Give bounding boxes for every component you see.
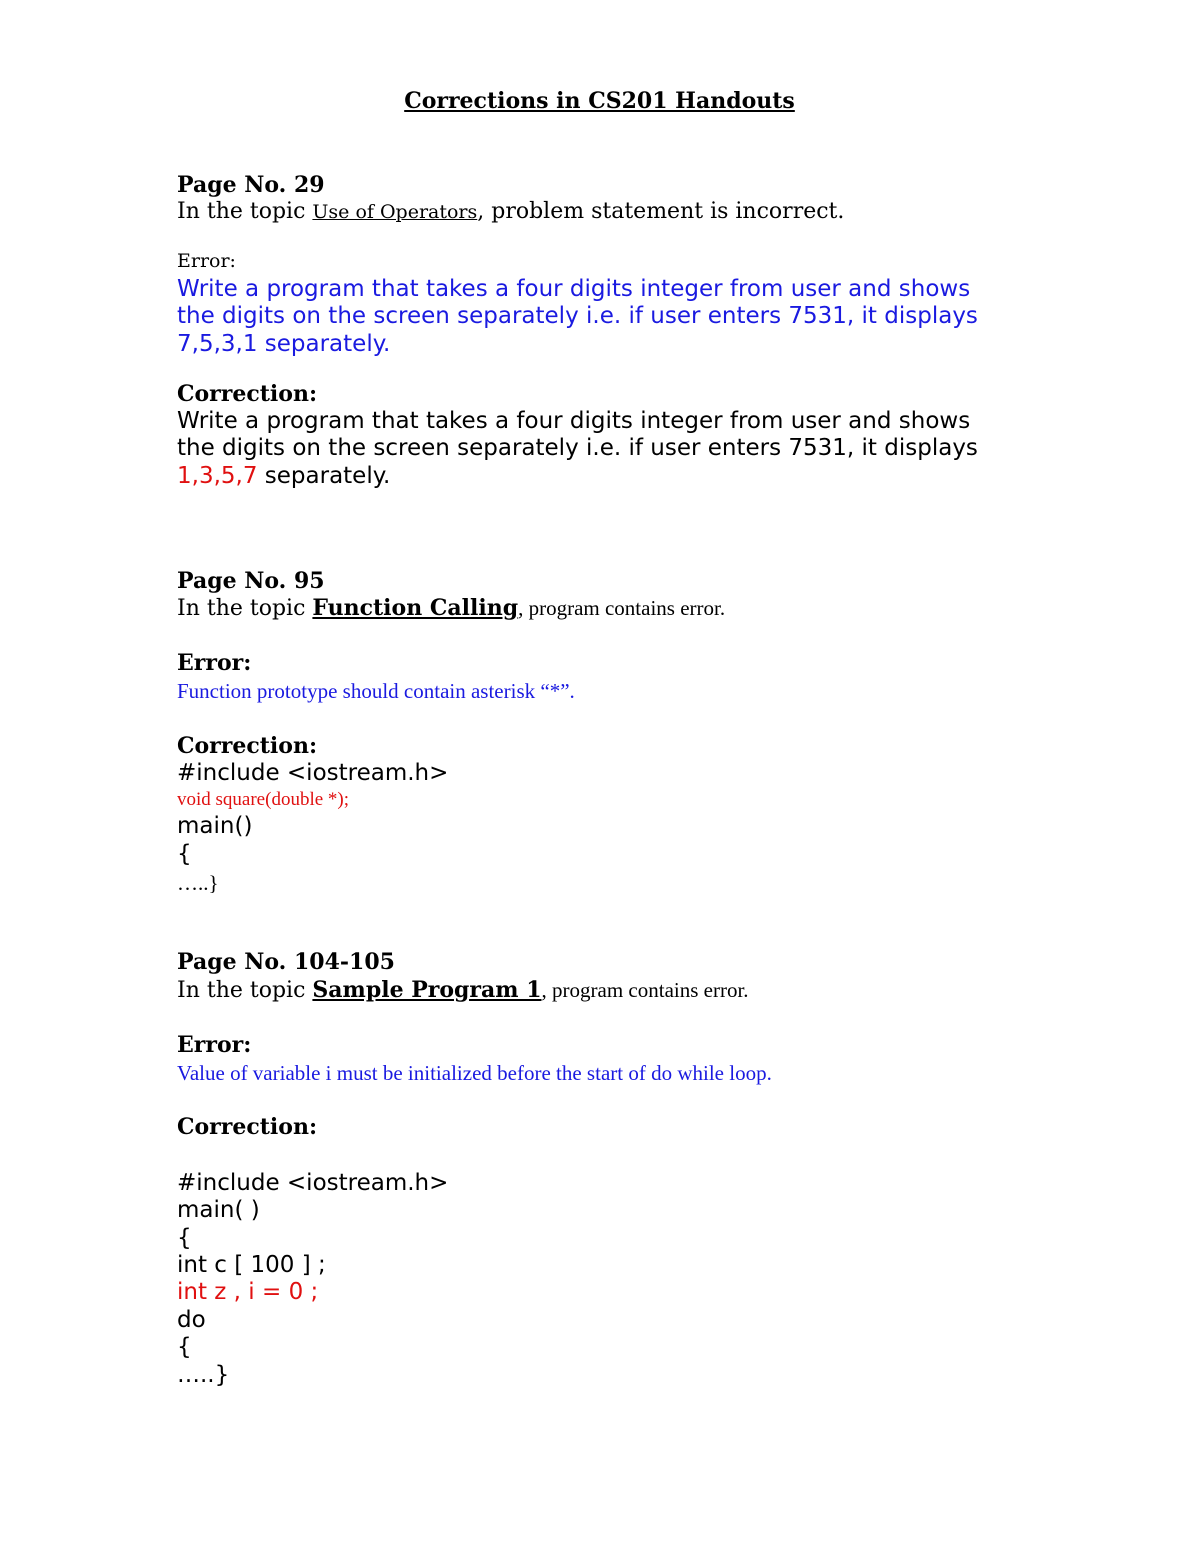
code-line: main( ) xyxy=(177,1197,260,1223)
section-1-error-line-1: Write a program that takes a four digits integer from user and shows xyxy=(177,276,971,302)
intro-suffix: , problem statement is incorrect. xyxy=(477,199,845,224)
section-3-error-label: Error: xyxy=(177,1032,252,1058)
code-line: { xyxy=(177,1334,192,1360)
section-2-error-text: Function prototype should contain asterisk “*”. xyxy=(177,679,575,703)
correction-highlight: 1,3,5,7 xyxy=(177,463,258,489)
section-1-correction-label: Correction: xyxy=(177,381,318,407)
correction-tail: separately. xyxy=(257,463,391,489)
topic-name: Function Calling xyxy=(312,595,519,621)
section-1-error-line-2: the digits on the screen separately i.e. if user enters 7531, it displays xyxy=(177,303,978,329)
intro-suffix: , program contains error. xyxy=(541,978,749,1002)
code-line: { xyxy=(177,1225,192,1251)
section-2-page-heading: Page No. 95 xyxy=(177,568,325,594)
section-1-error-label: Error: xyxy=(177,250,236,272)
code-line-highlight: void square(double *); xyxy=(177,789,350,810)
section-3-intro xyxy=(177,977,749,1003)
section-3-correction-label: Correction: xyxy=(177,1114,318,1140)
code-line: { xyxy=(177,841,192,867)
section-2-error-label: Error: xyxy=(177,650,252,676)
topic-name: Sample Program 1 xyxy=(312,977,542,1003)
intro-prefix: In the topic xyxy=(177,978,313,1003)
topic-name: Use of Operators xyxy=(312,201,478,223)
section-3-page-heading: Page No. 104-105 xyxy=(177,949,395,975)
section-1-correction-line-2: the digits on the screen separately i.e. if user enters 7531, it displays xyxy=(177,435,978,461)
intro-prefix: In the topic xyxy=(177,596,313,621)
section-2-intro xyxy=(177,595,725,621)
intro-prefix: In the topic xyxy=(177,199,313,224)
code-line: do xyxy=(177,1307,206,1333)
section-1-intro xyxy=(177,199,844,224)
section-2-correction-label: Correction: xyxy=(177,733,318,759)
code-line: int c [ 100 ] ; xyxy=(177,1252,326,1278)
code-line: main() xyxy=(177,813,253,839)
section-1-page-heading: Page No. 29 xyxy=(177,172,325,198)
section-3-error-text: Value of variable i must be initialized before the start of do while loop. xyxy=(177,1061,772,1085)
section-1-correction-line-3 xyxy=(177,462,390,490)
code-line-highlight: int z , i = 0 ; xyxy=(177,1279,319,1305)
code-line: #include <iostream.h> xyxy=(177,1170,449,1196)
section-1-error-line-3: 7,5,3,1 separately. xyxy=(177,331,391,357)
code-line: …..} xyxy=(177,871,219,895)
document-title: Corrections in CS201 Handouts xyxy=(404,88,795,114)
intro-suffix: , program contains error. xyxy=(518,596,726,620)
code-line: …..} xyxy=(177,1362,230,1388)
code-line: #include <iostream.h> xyxy=(177,760,449,786)
section-1-correction-line-1: Write a program that takes a four digits integer from user and shows xyxy=(177,408,971,434)
